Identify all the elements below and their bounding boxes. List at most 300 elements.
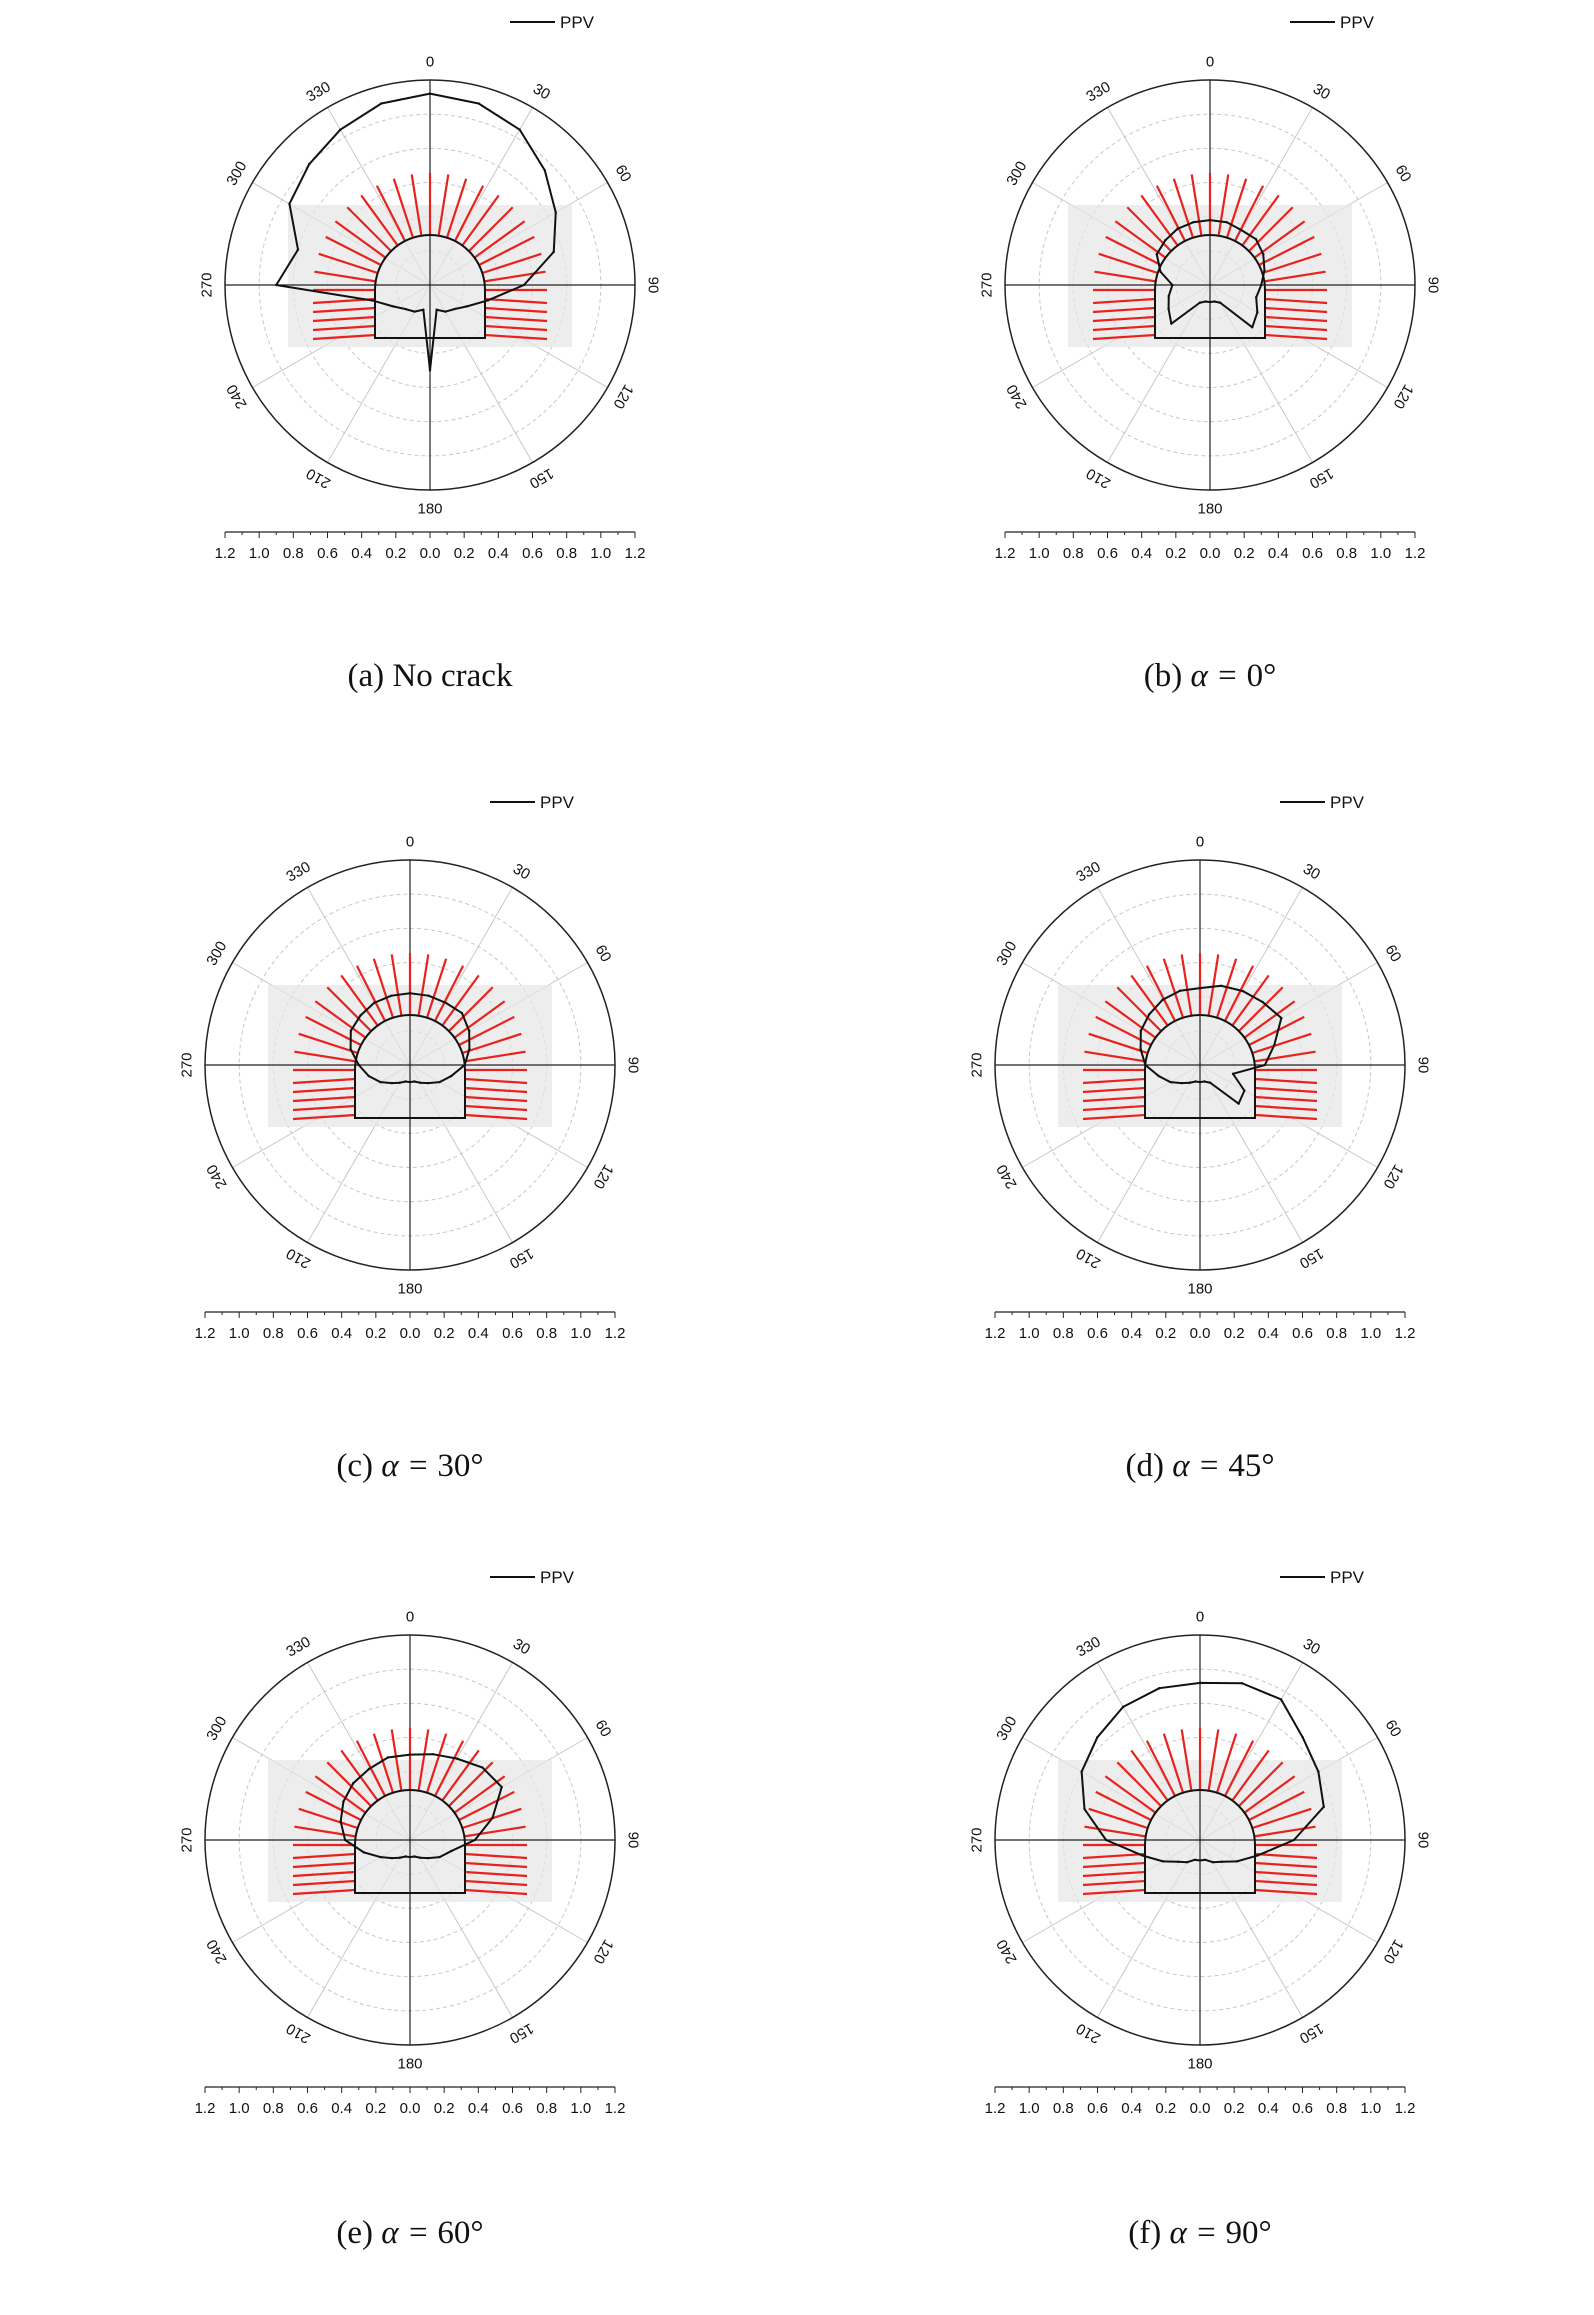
ppv-point — [342, 1800, 344, 1802]
ppv-point — [501, 1786, 503, 1788]
ppv-point — [481, 1766, 483, 1768]
scale-tick-label: 0.6 — [1097, 545, 1118, 562]
ppv-point — [297, 248, 299, 250]
angle-label: 240 — [223, 381, 251, 412]
ppv-point — [358, 1064, 360, 1066]
ppv-point — [1162, 1860, 1164, 1862]
ppv-point — [409, 1856, 411, 1858]
scale-tick-label: 0.2 — [1165, 545, 1187, 562]
scale-tick-label: 0.4 — [1131, 545, 1153, 562]
scale-tick-label: 0.2 — [1223, 1325, 1245, 1342]
scale-tick-label: 0.2 — [365, 1325, 387, 1342]
scale-tick-label: 0.6 — [1087, 2100, 1108, 2117]
ppv-point — [1170, 322, 1172, 324]
ppv-point — [1139, 1048, 1141, 1050]
angle-label: 300 — [203, 938, 231, 969]
polar-chart-e — [130, 1555, 690, 2195]
angle-label: 210 — [1073, 2019, 1104, 2047]
caption-alpha-value: 30° — [437, 1448, 484, 1484]
caption-e — [130, 2215, 690, 2252]
angle-label: 120 — [1389, 381, 1417, 412]
ppv-point — [371, 299, 373, 301]
angle-label: 60 — [1381, 1717, 1405, 1741]
ppv-point — [390, 994, 392, 996]
angle-label: 60 — [611, 162, 635, 186]
scale-tick-label: 1.2 — [194, 1325, 216, 1342]
legend — [510, 13, 595, 32]
ppv-point — [429, 369, 431, 371]
scale-tick-label: 0.2 — [1223, 2100, 1245, 2117]
scale-tick-label: 0.2 — [1233, 545, 1255, 562]
scale-tick-label: 0.4 — [1121, 1325, 1143, 1342]
caption-d — [920, 1448, 1480, 1485]
radial-scale — [985, 1312, 1416, 1342]
ppv-point — [1262, 253, 1264, 255]
angle-label: 300 — [1003, 158, 1031, 189]
scale-tick-label: 0.8 — [262, 2100, 284, 2117]
scale-tick-label: 0.4 — [1267, 545, 1289, 562]
scale-tick-label: 1.0 — [1370, 545, 1392, 562]
ppv-point — [1241, 1682, 1243, 1684]
ppv-point — [363, 1851, 365, 1853]
angle-label: 210 — [303, 464, 334, 492]
ppv-point — [404, 1080, 406, 1082]
ppv-point — [404, 1855, 406, 1857]
ppv-point — [1280, 1698, 1282, 1700]
panel-c — [130, 780, 690, 1540]
scale-tick-label: 0.4 — [467, 2100, 489, 2117]
panel-a — [150, 0, 710, 760]
ppv-point — [1158, 1687, 1160, 1689]
ppv-point — [413, 1855, 415, 1857]
ppv-point — [1199, 1859, 1201, 1861]
scale-tick-label: 1.0 — [248, 545, 270, 562]
ppv-point — [474, 1839, 476, 1841]
scale-tick-label: 0.8 — [556, 545, 578, 562]
ppv-point — [413, 310, 415, 312]
angle-label: 300 — [223, 158, 251, 189]
ppv-point — [1194, 1080, 1196, 1082]
angle-label: 0 — [425, 53, 435, 71]
angle-label: 30 — [509, 1635, 533, 1659]
ppv-point — [444, 310, 446, 312]
scale-tick-label: 0.0 — [419, 545, 441, 562]
ppv-point — [1242, 990, 1244, 992]
legend — [490, 793, 575, 812]
ppv-point — [275, 284, 277, 286]
caption-f — [920, 2215, 1480, 2252]
scale-tick-label: 0.8 — [536, 1325, 558, 1342]
ppv-point — [1255, 238, 1257, 240]
ppv-point — [1159, 271, 1161, 273]
angle-label: 330 — [1073, 858, 1104, 886]
scale-tick-label: 1.0 — [570, 1325, 592, 1342]
panel-b — [930, 0, 1490, 760]
angle-label: 270 — [178, 1827, 196, 1853]
scale-tick-label: 0.4 — [467, 1325, 489, 1342]
ppv-point — [427, 994, 429, 996]
scale-tick-label: 0.4 — [487, 545, 509, 562]
angle-label: 0 — [405, 833, 415, 851]
caption-alpha-label: α = — [1190, 658, 1247, 694]
scale-tick-label: 1.0 — [1028, 545, 1050, 562]
ppv-point — [1096, 1736, 1098, 1738]
ppv-point — [413, 1080, 415, 1082]
ppv-point — [450, 1850, 452, 1852]
angle-label: 300 — [993, 1713, 1021, 1744]
ppv-point — [339, 128, 341, 130]
angle-label: 180 — [1187, 2055, 1213, 2073]
angle-label: 150 — [1296, 1244, 1327, 1272]
ppv-point — [1257, 1854, 1259, 1856]
caption-prefix: (d) — [1125, 1448, 1164, 1484]
scale-tick-label: 0.6 — [502, 2100, 523, 2117]
ppv-point — [1212, 1861, 1214, 1863]
ppv-point — [1179, 990, 1181, 992]
angle-label: 150 — [506, 1244, 537, 1272]
angle-label: 60 — [1381, 942, 1405, 966]
ppv-point — [1226, 221, 1228, 223]
angle-label: 90 — [624, 1056, 642, 1074]
ppv-point — [438, 1081, 440, 1083]
scale-tick-label: 1.0 — [590, 545, 612, 562]
scale-tick-label: 0.2 — [453, 545, 475, 562]
angle-label: 60 — [1391, 162, 1415, 186]
caption-alpha-label: α = — [1169, 2215, 1226, 2251]
scale-tick-label: 0.8 — [1052, 2100, 1074, 2117]
scale-tick-label: 0.4 — [1257, 1325, 1279, 1342]
ppv-point — [1181, 1082, 1183, 1084]
scale-tick-label: 1.0 — [1360, 1325, 1382, 1342]
ppv-point — [1168, 295, 1170, 297]
scale-tick-label: 0.8 — [262, 1325, 284, 1342]
angle-label: 90 — [1424, 276, 1442, 294]
ppv-point — [1317, 1770, 1319, 1772]
ppv-point — [1148, 1013, 1150, 1015]
scale-tick-label: 1.2 — [194, 2100, 216, 2117]
angle-label: 120 — [589, 1161, 617, 1192]
angle-label: 0 — [405, 1608, 415, 1626]
angle-label: 120 — [1379, 1161, 1407, 1192]
ppv-point — [1158, 1075, 1160, 1077]
scale-tick-label: 0.8 — [1326, 1325, 1348, 1342]
scale-tick-label: 1.2 — [984, 2100, 1006, 2117]
ppv-point — [1262, 1001, 1264, 1003]
ppv-point — [359, 1014, 361, 1016]
ppv-point — [456, 1757, 458, 1759]
caption-prefix: (a) — [347, 658, 385, 694]
scale-tick-label: 1.0 — [1018, 2100, 1040, 2117]
angle-label: 30 — [1299, 860, 1323, 884]
caption-b — [930, 658, 1490, 695]
angle-label: 240 — [203, 1161, 231, 1192]
ppv-point — [379, 1081, 381, 1083]
angle-label: 210 — [283, 1244, 314, 1272]
ppv-point — [391, 1857, 393, 1859]
scale-tick-label: 0.6 — [1292, 2100, 1313, 2117]
scale-tick-label: 0.6 — [1292, 1325, 1313, 1342]
ppv-point — [308, 163, 310, 165]
angle-label: 240 — [1003, 381, 1031, 412]
caption-alpha-value: 60° — [437, 2215, 484, 2251]
scale-tick-label: 0.2 — [385, 545, 407, 562]
ppv-point — [555, 211, 557, 213]
angle-label: 330 — [303, 78, 334, 106]
ppv-point — [1219, 302, 1221, 304]
ppv-point — [435, 309, 437, 311]
angle-label: 180 — [417, 500, 443, 518]
ppv-point — [392, 305, 394, 307]
ppv-point — [1164, 239, 1166, 241]
caption-text: No crack — [392, 658, 513, 694]
ppv-point — [1140, 1030, 1142, 1032]
scale-tick-label: 0.4 — [331, 2100, 353, 2117]
radial-scale — [995, 532, 1426, 562]
angle-label: 300 — [203, 1713, 231, 1744]
scale-tick-label: 0.2 — [433, 2100, 455, 2117]
ppv-point — [368, 1075, 370, 1077]
ppv-point — [1237, 1102, 1239, 1104]
scale-tick-label: 0.4 — [1257, 2100, 1279, 2117]
angle-label: 330 — [1083, 78, 1114, 106]
legend-label: PPV — [540, 1568, 575, 1587]
ppv-point — [391, 1082, 393, 1084]
scale-tick-label: 1.2 — [984, 1325, 1006, 1342]
legend-label: PPV — [1330, 793, 1365, 812]
scale-tick-label: 0.6 — [1087, 1325, 1108, 1342]
legend-label: PPV — [560, 13, 595, 32]
angle-label: 210 — [1073, 1244, 1104, 1272]
scale-tick-label: 1.2 — [624, 545, 646, 562]
radial-scale — [985, 2087, 1416, 2117]
ppv-point — [450, 1075, 452, 1077]
scale-tick-label: 0.4 — [351, 545, 373, 562]
scale-tick-label: 0.0 — [399, 1325, 421, 1342]
legend — [490, 1568, 575, 1587]
angle-label: 150 — [506, 2019, 537, 2047]
ppv-point — [1156, 253, 1158, 255]
polar-chart-f — [920, 1555, 1480, 2195]
ppv-point — [373, 1002, 375, 1004]
ppv-point — [368, 1768, 370, 1770]
angle-label: 30 — [1309, 80, 1333, 104]
ppv-point — [1251, 326, 1253, 328]
caption-alpha-label: α = — [381, 1448, 438, 1484]
angle-label: 90 — [624, 1831, 642, 1849]
caption-prefix: (c) — [336, 1448, 374, 1484]
ppv-point — [379, 1856, 381, 1858]
panel-d — [920, 780, 1480, 1540]
ppv-point — [1273, 1044, 1275, 1046]
angle-label: 330 — [1073, 1633, 1104, 1661]
scale-tick-label: 0.6 — [1302, 545, 1323, 562]
angle-label: 0 — [1195, 1608, 1205, 1626]
angle-label: 180 — [397, 1280, 423, 1298]
scale-tick-label: 1.0 — [1018, 1325, 1040, 1342]
polar-chart-d — [920, 780, 1480, 1420]
ppv-point — [288, 203, 290, 205]
legend-label: PPV — [1340, 13, 1375, 32]
ppv-point — [1293, 1839, 1295, 1841]
polar-chart-b — [930, 0, 1490, 640]
angle-label: 30 — [529, 80, 553, 104]
panel-f — [920, 1555, 1480, 2315]
scale-tick-label: 0.4 — [331, 1325, 353, 1342]
ppv-point — [419, 1082, 421, 1084]
ppv-point — [409, 1081, 411, 1083]
legend — [1280, 793, 1365, 812]
angle-label: 270 — [198, 272, 216, 298]
ppv-point — [1236, 1860, 1238, 1862]
scale-tick-label: 0.0 — [1189, 1325, 1211, 1342]
scale-tick-label: 1.0 — [228, 2100, 250, 2117]
scale-tick-label: 1.0 — [570, 2100, 592, 2117]
ppv-point — [1260, 284, 1262, 286]
ppv-point — [1193, 1859, 1195, 1861]
ppv-point — [1209, 301, 1211, 303]
caption-c — [130, 1448, 690, 1485]
scale-tick-label: 0.6 — [502, 1325, 523, 1342]
ppv-point — [1263, 269, 1265, 271]
scale-tick-label: 1.0 — [228, 1325, 250, 1342]
legend-label: PPV — [540, 793, 575, 812]
ppv-point — [1199, 1682, 1201, 1684]
ppv-point — [1220, 985, 1222, 987]
ppv-point — [463, 1064, 465, 1066]
scale-tick-label: 0.4 — [1121, 2100, 1143, 2117]
ppv-point — [344, 1839, 346, 1841]
polar-chart-c — [130, 780, 690, 1420]
ppv-point — [491, 1817, 493, 1819]
angle-label: 270 — [978, 272, 996, 298]
angle-label: 240 — [993, 1936, 1021, 1967]
ppv-point — [1167, 308, 1169, 310]
scale-tick-label: 0.8 — [282, 545, 304, 562]
angle-label: 120 — [589, 1936, 617, 1967]
ppv-point — [468, 1030, 470, 1032]
angle-label: 0 — [1195, 833, 1205, 851]
angle-label: 90 — [644, 276, 662, 294]
ppv-point — [1161, 999, 1163, 1001]
radial-scale — [195, 1312, 626, 1342]
angle-label: 150 — [526, 464, 557, 492]
ppv-point — [1199, 1081, 1201, 1083]
angle-label: 270 — [178, 1052, 196, 1078]
ppv-point — [1323, 1806, 1325, 1808]
ppv-point — [518, 128, 520, 130]
ppv-point — [352, 1782, 354, 1784]
ppv-point — [349, 1048, 351, 1050]
ppv-point — [1243, 1089, 1245, 1091]
ppv-point — [1280, 1017, 1282, 1019]
caption-prefix: (e) — [336, 2215, 374, 2251]
caption-alpha-value: 45° — [1228, 1448, 1275, 1484]
ppv-point — [1192, 221, 1194, 223]
angle-label: 270 — [968, 1827, 986, 1853]
ppv-point — [487, 299, 489, 301]
ppv-point — [1256, 311, 1258, 313]
scale-tick-label: 1.2 — [1394, 1325, 1416, 1342]
ppv-point — [427, 1857, 429, 1859]
angle-label: 300 — [993, 938, 1021, 969]
ppv-point — [1083, 1808, 1085, 1810]
scale-tick-label: 1.2 — [604, 2100, 626, 2117]
caption-prefix: (b) — [1143, 658, 1183, 694]
ppv-point — [1204, 1859, 1206, 1861]
ppv-point — [1199, 302, 1201, 304]
ppv-point — [1177, 1861, 1179, 1863]
ppv-point — [399, 1082, 401, 1084]
scale-tick-label: 0.0 — [399, 2100, 421, 2117]
angle-label: 180 — [1187, 1280, 1213, 1298]
scale-tick-label: 0.6 — [297, 1325, 318, 1342]
scale-tick-label: 0.8 — [1052, 1325, 1074, 1342]
ppv-point — [438, 1856, 440, 1858]
ppv-point — [387, 1756, 389, 1758]
ppv-point — [1240, 229, 1242, 231]
caption-alpha-label: α = — [1172, 1448, 1229, 1484]
scale-tick-label: 0.6 — [317, 545, 338, 562]
ppv-point — [468, 1048, 470, 1050]
ppv-point — [432, 1753, 434, 1755]
ppv-point — [1199, 987, 1201, 989]
legend — [1280, 1568, 1365, 1587]
scale-tick-label: 1.2 — [214, 545, 236, 562]
ppv-point — [409, 1753, 411, 1755]
scale-tick-label: 0.2 — [365, 2100, 387, 2117]
angle-label: 180 — [397, 2055, 423, 2073]
ppv-point — [1144, 1064, 1146, 1066]
ppv-point — [445, 1002, 447, 1004]
ppv-point — [1189, 1082, 1191, 1084]
scale-tick-label: 1.2 — [604, 1325, 626, 1342]
polar-chart-a — [150, 0, 710, 640]
angle-label: 150 — [1306, 464, 1337, 492]
ppv-point — [339, 1820, 341, 1822]
angle-label: 240 — [203, 1936, 231, 1967]
ppv-point — [1221, 1861, 1223, 1863]
ppv-point — [1209, 1082, 1211, 1084]
scale-tick-label: 0.8 — [1326, 2100, 1348, 2117]
ppv-point — [1204, 300, 1206, 302]
ppv-point — [1264, 1064, 1266, 1066]
scale-tick-label: 0.2 — [1155, 1325, 1177, 1342]
legend — [1290, 13, 1375, 32]
scale-tick-label: 0.0 — [1189, 2100, 1211, 2117]
panel-e — [130, 1555, 690, 2315]
angle-label: 330 — [283, 858, 314, 886]
scale-tick-label: 1.2 — [1394, 2100, 1416, 2117]
angle-label: 120 — [1379, 1936, 1407, 1967]
caption-alpha-label: α = — [381, 2215, 438, 2251]
scale-tick-label: 0.8 — [536, 2100, 558, 2117]
ppv-point — [461, 1012, 463, 1014]
ppv-point — [1203, 1080, 1205, 1082]
ppv-point — [399, 1857, 401, 1859]
angle-label: 90 — [1414, 1056, 1432, 1074]
radial-scale — [215, 532, 646, 562]
ppv-point — [1255, 296, 1257, 298]
ppv-point — [523, 284, 525, 286]
ppv-point — [422, 309, 424, 311]
ppv-point — [1105, 1839, 1107, 1841]
angle-label: 210 — [1083, 464, 1114, 492]
scale-tick-label: 1.2 — [994, 545, 1016, 562]
scale-tick-label: 1.0 — [1360, 2100, 1382, 2117]
scale-tick-label: 0.8 — [1062, 545, 1084, 562]
scale-tick-label: 1.2 — [1404, 545, 1426, 562]
caption-a — [150, 658, 710, 695]
